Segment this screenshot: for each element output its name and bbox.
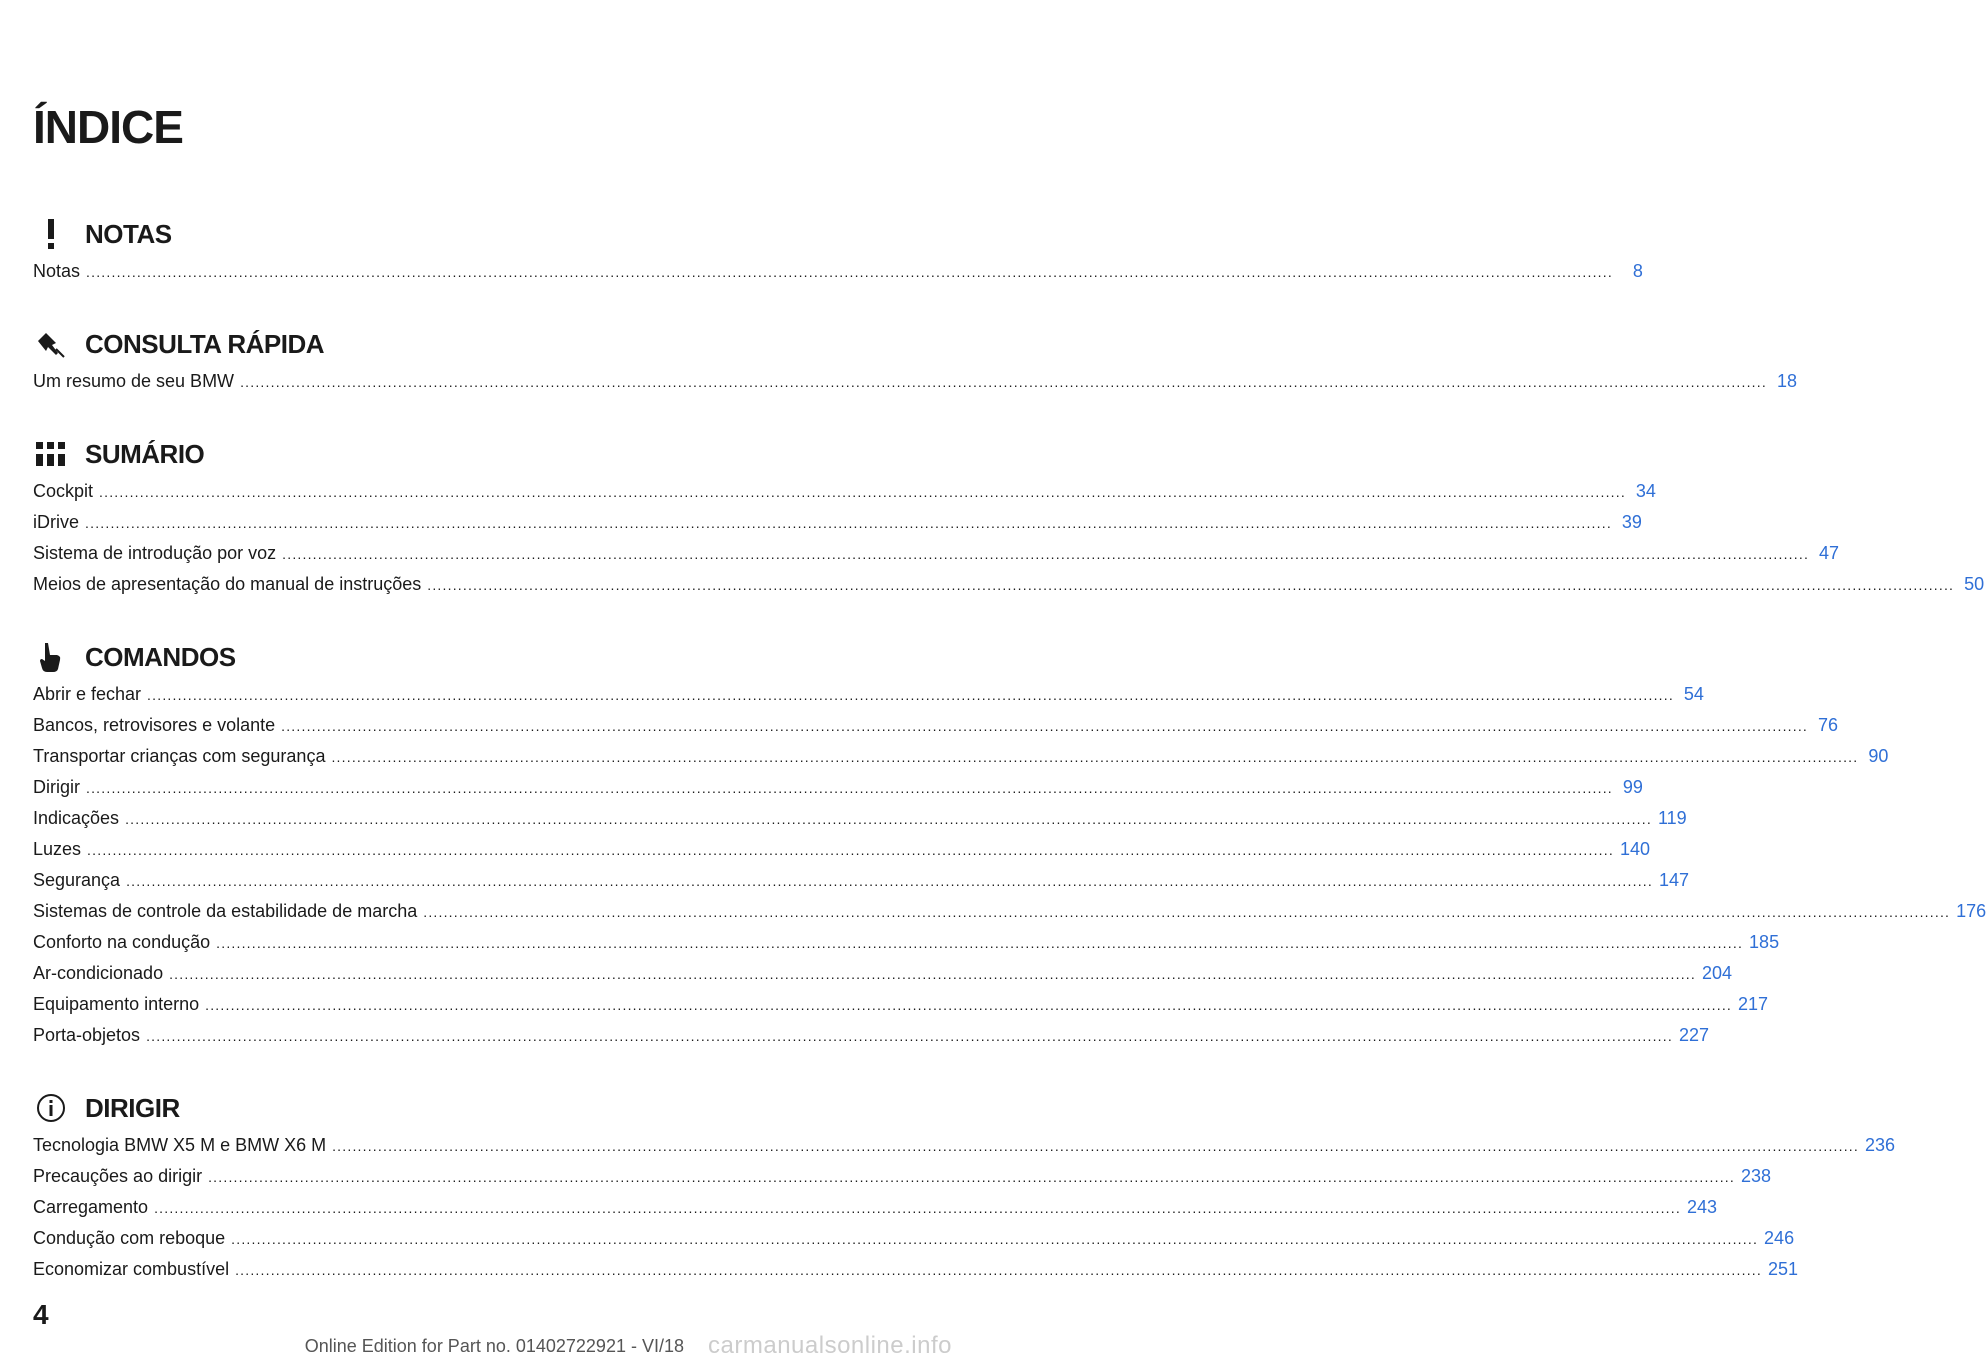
toc-entry[interactable] bbox=[33, 1166, 1772, 1197]
toc-entry-label: Um resumo de seu BMW bbox=[33, 371, 235, 391]
exclamation-icon bbox=[33, 216, 69, 252]
toc-entry[interactable] bbox=[33, 901, 1986, 932]
toc-entry-page-link[interactable]: 246 bbox=[1764, 1228, 1795, 1248]
dot-leader: ............................................................................................................................................................................................................................................................................................................ bbox=[208, 1169, 1735, 1185]
dot-leader: ............................................................................................................................................................................................................................................................................................................ bbox=[235, 1262, 1762, 1278]
section-header bbox=[33, 1084, 688, 1132]
toc-entry-label: Precauções ao dirigir bbox=[33, 1166, 203, 1186]
toc-entry[interactable] bbox=[33, 808, 1687, 839]
toc-entry[interactable] bbox=[33, 261, 1643, 292]
dot-leader: ............................................................................................................................................................................................................................................................................................................ bbox=[147, 687, 1674, 703]
dot-leader: ............................................................................................................................................................................................................................................................................................................ bbox=[86, 780, 1613, 796]
toc-entry-page-link[interactable]: 39 bbox=[1621, 512, 1642, 532]
toc-entry-label: Sistemas de controle da estabilidade de marcha bbox=[33, 901, 418, 921]
toc-entry[interactable] bbox=[33, 839, 1650, 870]
toc-entry[interactable] bbox=[33, 574, 1985, 605]
toc-entry-label: Meios de apresentação do manual de instruções bbox=[33, 574, 422, 594]
toc-section bbox=[33, 430, 1985, 605]
toc-entry-label: Dirigir bbox=[33, 777, 80, 797]
watermark-text: carmanualsonline.info bbox=[708, 1332, 952, 1359]
dot-leader: ............................................................................................................................................................................................................................................................................................................ bbox=[423, 904, 1951, 920]
dot-leader: ............................................................................................................................................................................................................................................................................................................ bbox=[281, 718, 1809, 734]
dot-leader: ............................................................................................................................................................................................................................................................................................................ bbox=[205, 997, 1733, 1013]
dot-leader: ............................................................................................................................................................................................................................................................................................................ bbox=[240, 374, 1767, 390]
toc-entry-page-link[interactable]: 227 bbox=[1678, 1025, 1710, 1045]
dot-leader: ............................................................................................................................................................................................................................................................................................................ bbox=[169, 966, 1696, 982]
toc-entry-page-link[interactable]: 34 bbox=[1635, 481, 1656, 501]
toc-entry[interactable] bbox=[33, 371, 1797, 402]
toc-entry-page-link[interactable]: 140 bbox=[1619, 839, 1650, 859]
toc-entry-page-link[interactable]: 204 bbox=[1701, 963, 1733, 983]
toc-entry[interactable] bbox=[33, 1259, 1799, 1290]
toc-entry[interactable] bbox=[33, 1025, 1710, 1056]
section-title: COMANDOS bbox=[85, 641, 236, 672]
dot-leader: ............................................................................................................................................................................................................................................................................................................ bbox=[146, 1028, 1673, 1044]
toc-entry-label: Notas bbox=[33, 261, 81, 281]
dot-leader: ............................................................................................................................................................................................................................................................................................................ bbox=[87, 842, 1614, 858]
toc-entry-page-link[interactable]: 47 bbox=[1819, 543, 1840, 563]
toc-entry[interactable] bbox=[33, 1135, 1896, 1166]
toc-entry-page-link[interactable]: 18 bbox=[1776, 371, 1797, 391]
toc-entry-label: Carregamento bbox=[33, 1197, 149, 1217]
toc-entry-label: iDrive bbox=[33, 512, 80, 532]
toc-entry-page-link[interactable]: 251 bbox=[1767, 1259, 1799, 1279]
hand-pointer-icon bbox=[33, 639, 69, 675]
toc-entry-label: Indicações bbox=[33, 808, 120, 828]
toc-entry-label: Segurança bbox=[33, 870, 121, 890]
toc-entry[interactable] bbox=[33, 994, 1769, 1025]
quick-reference-icon bbox=[33, 326, 69, 362]
toc-entry-label: Porta-objetos bbox=[33, 1025, 141, 1045]
toc-entry[interactable] bbox=[33, 543, 1840, 574]
toc-entry-label: Conforto na condução bbox=[33, 932, 211, 952]
toc-entry[interactable] bbox=[33, 1197, 1718, 1228]
toc-entry[interactable] bbox=[33, 481, 1656, 512]
info-circle-icon bbox=[33, 1090, 69, 1126]
section-header bbox=[33, 210, 688, 258]
toc-entry-page-link[interactable]: 119 bbox=[1657, 808, 1687, 828]
toc-entry-page-link[interactable]: 176 bbox=[1956, 901, 1986, 921]
page-title: ÍNDICE bbox=[33, 101, 183, 153]
toc-section bbox=[33, 320, 1797, 402]
page-number: 4 bbox=[33, 1299, 49, 1330]
toc-entry-page-link[interactable]: 185 bbox=[1749, 932, 1780, 952]
toc-entry[interactable] bbox=[33, 777, 1643, 808]
footer-edition-text: Online Edition for Part no. 01402722921 - VI/18 bbox=[304, 1335, 684, 1356]
toc-entry-label: Economizar combustível bbox=[33, 1259, 230, 1279]
toc-entry[interactable] bbox=[33, 512, 1642, 543]
dot-leader: ............................................................................................................................................................................................................................................................................................................ bbox=[154, 1200, 1681, 1216]
toc-entry-page-link[interactable]: 50 bbox=[1964, 574, 1985, 594]
dot-leader: ............................................................................................................................................................................................................................................................................................................ bbox=[86, 264, 1613, 280]
toc-entry-page-link[interactable]: 76 bbox=[1818, 715, 1839, 735]
toc-entry-page-link[interactable]: 217 bbox=[1738, 994, 1769, 1014]
dot-leader: ............................................................................................................................................................................................................................................................................................................ bbox=[427, 577, 1955, 593]
section-header bbox=[33, 430, 688, 478]
toc-entry-page-link[interactable]: 147 bbox=[1658, 870, 1690, 890]
toc-entry-page-link[interactable]: 99 bbox=[1622, 777, 1643, 797]
toc-entry-label: Equipamento interno bbox=[33, 994, 200, 1014]
toc-entry-label: Luzes bbox=[33, 839, 82, 859]
dot-leader: ............................................................................................................................................................................................................................................................................................................ bbox=[99, 484, 1626, 500]
footer bbox=[0, 1330, 960, 1362]
section-header bbox=[33, 320, 688, 368]
toc-entry-page-link[interactable]: 238 bbox=[1741, 1166, 1772, 1186]
dot-leader: ............................................................................................................................................................................................................................................................................................................ bbox=[126, 873, 1653, 889]
dot-leader: ............................................................................................................................................................................................................................................................................................................ bbox=[332, 1138, 1859, 1154]
toc-entry-label: Bancos, retrovisores e volante bbox=[33, 715, 276, 735]
toc-entry-page-link[interactable]: 236 bbox=[1865, 1135, 1896, 1155]
dot-leader: ............................................................................................................................................................................................................................................................................................................ bbox=[125, 811, 1652, 827]
toc-entry-page-link[interactable]: 90 bbox=[1868, 746, 1889, 766]
dot-leader: ............................................................................................................................................................................................................................................................................................................ bbox=[282, 546, 1810, 562]
section-title: CONSULTA RÁPIDA bbox=[85, 328, 325, 359]
toc-entry[interactable] bbox=[33, 715, 1839, 746]
toc-entry-page-link[interactable]: 243 bbox=[1686, 1197, 1718, 1217]
toc-entry[interactable] bbox=[33, 1228, 1795, 1259]
toc-entry-page-link[interactable]: 54 bbox=[1683, 684, 1704, 704]
toc-entry[interactable] bbox=[33, 746, 1889, 777]
section-header bbox=[33, 633, 688, 681]
toc-section bbox=[33, 633, 1986, 1056]
toc-entry-label: Tecnologia BMW X5 M e BMW X6 M bbox=[33, 1135, 327, 1155]
toc-entry[interactable] bbox=[33, 932, 1780, 963]
toc-section bbox=[33, 210, 1643, 292]
toc-entry-page-link[interactable]: 8 bbox=[1632, 261, 1643, 281]
toc-entry[interactable] bbox=[33, 870, 1690, 901]
toc-entry-label: Ar-condicionado bbox=[33, 963, 164, 983]
toc-entry-label: Cockpit bbox=[33, 481, 94, 501]
section-title: NOTAS bbox=[85, 218, 172, 249]
toc-entry[interactable] bbox=[33, 963, 1733, 994]
dot-leader: ............................................................................................................................................................................................................................................................................................................ bbox=[331, 749, 1859, 765]
dot-leader: ............................................................................................................................................................................................................................................................................................................ bbox=[231, 1231, 1759, 1247]
toc-entry-label: Transportar crianças com segurança bbox=[33, 746, 326, 766]
table-of-contents bbox=[33, 210, 1986, 1318]
section-title: DIRIGIR bbox=[85, 1092, 180, 1123]
grid-icon bbox=[33, 436, 69, 472]
dot-leader: ............................................................................................................................................................................................................................................................................................................ bbox=[85, 515, 1612, 531]
toc-entry-label: Sistema de introdução por voz bbox=[33, 543, 277, 563]
toc-section bbox=[33, 1084, 1896, 1290]
toc-entry-label: Abrir e fechar bbox=[33, 684, 142, 704]
toc-entry[interactable] bbox=[33, 684, 1704, 715]
dot-leader: ............................................................................................................................................................................................................................................................................................................ bbox=[216, 935, 1744, 951]
toc-entry-label: Condução com reboque bbox=[33, 1228, 226, 1248]
section-title: SUMÁRIO bbox=[85, 438, 205, 469]
